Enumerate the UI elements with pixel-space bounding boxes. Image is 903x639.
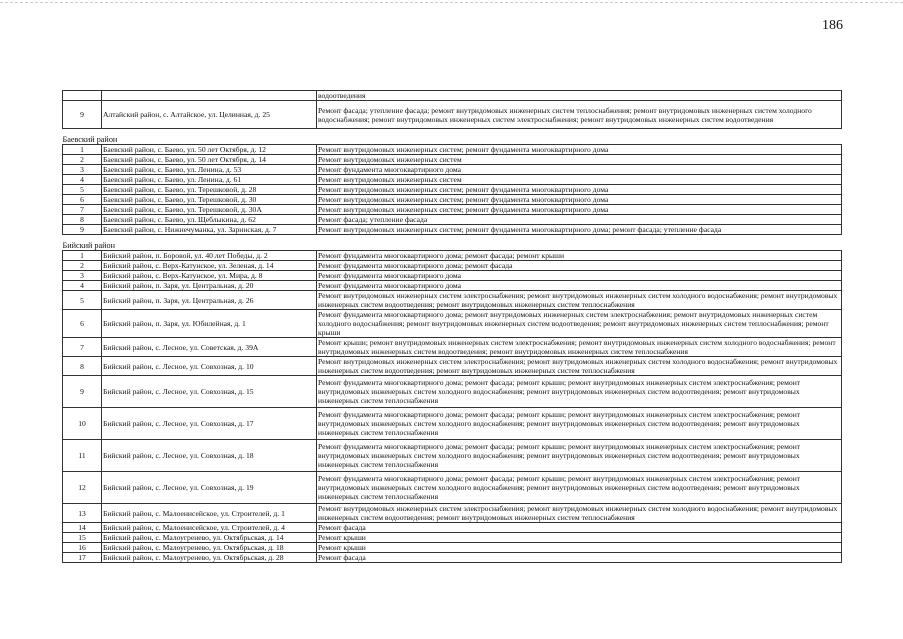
repair-works: Ремонт фундамента многоквартирного дома; ремонт фасада; ремонт крыши; ремонт внутридомовых инженерных систем электроснабжения; ремонт внутридомовых инженерных систем холодного водоснабжения; ремонт внутридомовых инженерных систем водоотведения; ремонт внутридомовых инженерных систем теплоснабжения <box>317 472 842 504</box>
row-number: 3 <box>63 165 102 175</box>
table-row <box>63 175 842 185</box>
continued-row <box>63 91 842 101</box>
row-number: 3 <box>63 271 102 281</box>
table-row <box>63 185 842 195</box>
repair-works: Ремонт фасада; утепление фасада; ремонт внутридомовых инженерных систем теплоснабжения; ремонт внутридомовых инженерных систем холодного водоснабжения; ремонт внутридомовых инженерных систем электроснабжения; ремонт внутридомовых инженерных систем водоотведения <box>317 101 842 129</box>
table-row <box>63 338 842 357</box>
house-address: Бийский район, с. Малоугренево, ул. Октябрьская, д. 14 <box>102 533 317 543</box>
house-address: Бийский район, с. Лесное, ул. Совхозная, д. 17 <box>102 408 317 440</box>
repair-works: Ремонт фундамента многоквартирного дома <box>317 281 842 291</box>
house-address <box>102 91 317 101</box>
house-address: Бийский район, с. Лесное, ул. Совхозная, д. 19 <box>102 472 317 504</box>
house-address: Баевский район, с. Баево, ул. 50 лет Октября, д. 12 <box>102 145 317 155</box>
house-address: Бийский район, с. Верх-Катунское, ул. Мира, д. 8 <box>102 271 317 281</box>
row-number: 2 <box>63 261 102 271</box>
table-row <box>63 553 842 563</box>
house-address: Баевский район, с. Баево, ул. Ленина, д. 53 <box>102 165 317 175</box>
table-row <box>63 195 842 205</box>
repair-works: Ремонт фундамента многоквартирного дома; ремонт фасада <box>317 261 842 271</box>
district-section-header <box>63 129 842 145</box>
table-row <box>63 225 842 235</box>
house-address: Баевский район, с. Баево, ул. Терешковой, д. 28 <box>102 185 317 195</box>
row-number: 15 <box>63 533 102 543</box>
table-row <box>63 281 842 291</box>
table-row <box>63 155 842 165</box>
repair-works: Ремонт внутридомовых инженерных систем; ремонт фундамента многоквартирного дома <box>317 145 842 155</box>
house-address: Баевский район, с. Баево, ул. 50 лет Октября, д. 14 <box>102 155 317 165</box>
table-row <box>63 205 842 215</box>
house-address: Бийский район, с. Лесное, ул. Совхозная, д. 10 <box>102 357 317 376</box>
house-address: Бийский район, п. Заря, ул. Юбилейная, д. 1 <box>102 310 317 338</box>
row-number: 1 <box>63 145 102 155</box>
table-row <box>63 261 842 271</box>
table-row <box>63 408 842 440</box>
repair-works: Ремонт внутридомовых инженерных систем электроснабжения; ремонт внутридомовых инженерных систем холодного водоснабжения; ремонт внутридомовых инженерных систем водоотведения; ремонт внутридомовых инженерных систем теплоснабжения <box>317 504 842 523</box>
repair-works: Ремонт внутридомовых инженерных систем; ремонт фундамента многоквартирного дома <box>317 205 842 215</box>
row-number: 8 <box>63 357 102 376</box>
row-number: 6 <box>63 310 102 338</box>
row-number: 11 <box>63 440 102 472</box>
house-address: Баевский район, с. Баево, ул. Терешковой, д. 30А <box>102 205 317 215</box>
table-row <box>63 271 842 281</box>
page-number: 186 <box>822 18 843 33</box>
row-number: 7 <box>63 338 102 357</box>
house-address: Бийский район, с. Лесное, ул. Совхозная, д. 15 <box>102 376 317 408</box>
row-number: 8 <box>63 215 102 225</box>
repair-program-table <box>62 90 842 563</box>
repair-works: Ремонт фасада <box>317 523 842 533</box>
house-address: Бийский район, с. Малоугренево, ул. Октябрьская, д. 28 <box>102 553 317 563</box>
table-row <box>63 357 842 376</box>
district-name: Бийский район <box>63 235 842 251</box>
repair-works: Ремонт внутридомовых инженерных систем <box>317 175 842 185</box>
district-name: Баевский район <box>63 129 842 145</box>
repair-works: Ремонт внутридомовых инженерных систем электроснабжения; ремонт внутридомовых инженерных систем холодного водоснабжения; ремонт внутридомовых инженерных систем водоотведения; ремонт внутридомовых инженерных систем теплоснабжения <box>317 291 842 310</box>
house-address: Бийский район, с. Малоенисейское, ул. Строителей, д. 1 <box>102 504 317 523</box>
scan-edge-line <box>0 2 903 3</box>
row-number: 12 <box>63 472 102 504</box>
table-row <box>63 472 842 504</box>
house-address: Бийский район, п. Заря, ул. Центральная, д. 20 <box>102 281 317 291</box>
table-row <box>63 251 842 261</box>
district-section-header <box>63 235 842 251</box>
table-row <box>63 440 842 472</box>
row-number: 6 <box>63 195 102 205</box>
table-row <box>63 504 842 523</box>
row-number: 17 <box>63 553 102 563</box>
row-number: 16 <box>63 543 102 553</box>
table-row <box>63 291 842 310</box>
repair-works: Ремонт фундамента многоквартирного дома; ремонт фасада; ремонт крыши; ремонт внутридомовых инженерных систем электроснабжения; ремонт внутридомовых инженерных систем холодного водоснабжения; ремонт внутридомовых инженерных систем водоотведения; ремонт внутридомовых инженерных систем теплоснабжения <box>317 376 842 408</box>
repair-works: Ремонт фундамента многоквартирного дома; ремонт фасада; ремонт крыши <box>317 251 842 261</box>
table-row <box>63 523 842 533</box>
row-number: 9 <box>63 101 102 129</box>
repair-works: Ремонт внутридомовых инженерных систем; ремонт фундамента многоквартирного дома <box>317 195 842 205</box>
repair-works: водоотведения <box>317 91 842 101</box>
house-address: Баевский район, с. Баево, ул. Терешковой, д. 30 <box>102 195 317 205</box>
row-number: 9 <box>63 225 102 235</box>
table-row <box>63 101 842 129</box>
house-address: Бийский район, п. Боровой, ул. 40 лет Победы, д. 2 <box>102 251 317 261</box>
table-row <box>63 533 842 543</box>
row-number: 2 <box>63 155 102 165</box>
house-address: Бийский район, с. Верх-Катунское, ул. Зеленая, д. 14 <box>102 261 317 271</box>
repair-works: Ремонт внутридомовых инженерных систем <box>317 155 842 165</box>
table-row <box>63 376 842 408</box>
row-number: 4 <box>63 281 102 291</box>
repair-works: Ремонт фасада; утепление фасада <box>317 215 842 225</box>
repair-works: Ремонт фундамента многоквартирного дома <box>317 271 842 281</box>
table-row <box>63 310 842 338</box>
house-address: Бийский район, с. Малоугренево, ул. Октябрьская, д. 18 <box>102 543 317 553</box>
row-number: 14 <box>63 523 102 533</box>
house-address: Бийский район, с. Лесное, ул. Советская, д. 39А <box>102 338 317 357</box>
row-number: 13 <box>63 504 102 523</box>
table-row <box>63 543 842 553</box>
house-address: Бийский район, п. Заря, ул. Центральная, д. 26 <box>102 291 317 310</box>
house-address: Бийский район, с. Малоенисейское, ул. Строителей, д. 4 <box>102 523 317 533</box>
repair-works: Ремонт фундамента многоквартирного дома; ремонт фасада; ремонт крыши; ремонт внутридомовых инженерных систем электроснабжения; ремонт внутридомовых инженерных систем холодного водоснабжения; ремонт внутридомовых инженерных систем водоотведения; ремонт внутридомовых инженерных систем теплоснабжения <box>317 408 842 440</box>
repair-works: Ремонт фундамента многоквартирного дома <box>317 165 842 175</box>
repair-works: Ремонт внутридомовых инженерных систем; ремонт фундамента многоквартирного дома <box>317 185 842 195</box>
repair-works: Ремонт фундамента многоквартирного дома; ремонт фасада; ремонт крыши; ремонт внутридомовых инженерных систем электроснабжения; ремонт внутридомовых инженерных систем холодного водоснабжения; ремонт внутридомовых инженерных систем водоотведения; ремонт внутридомовых инженерных систем теплоснабжения <box>317 440 842 472</box>
house-address: Алтайский район, с. Алтайское, ул. Целинная, д. 25 <box>102 101 317 129</box>
table-row <box>63 165 842 175</box>
repair-works: Ремонт фундамента многоквартирного дома; ремонт внутридомовых инженерных систем электроснабжения; ремонт внутридомовых инженерных систем холодного водоснабжения; ремонт внутридомовых инженерных систем водоотведения; ремонт внутридомовых инженерных систем теплоснабжения; ремонт крыши <box>317 310 842 338</box>
repair-works: Ремонт крыши <box>317 543 842 553</box>
repair-works: Ремонт внутридомовых инженерных систем электроснабжения; ремонт внутридомовых инженерных систем холодного водоснабжения; ремонт внутридомовых инженерных систем водоотведения; ремонт внутридомовых инженерных систем теплоснабжения <box>317 357 842 376</box>
row-number: 10 <box>63 408 102 440</box>
repair-works: Ремонт крыши <box>317 533 842 543</box>
row-number: 4 <box>63 175 102 185</box>
repair-works: Ремонт крыши; ремонт внутридомовых инженерных систем электроснабжения; ремонт внутридомовых инженерных систем холодного водоснабжения; ремонт внутридомовых инженерных систем водоотведения; ремонт внутридомовых инженерных систем теплоснабжения <box>317 338 842 357</box>
house-address: Баевский район, с. Баево, ул. Ленина, д. 61 <box>102 175 317 185</box>
row-number: 1 <box>63 251 102 261</box>
table-row <box>63 215 842 225</box>
row-number <box>63 91 102 101</box>
house-address: Баевский район, с. Баево, ул. Щеблыкина, д. 62 <box>102 215 317 225</box>
repair-works: Ремонт фасада <box>317 553 842 563</box>
row-number: 7 <box>63 205 102 215</box>
house-address: Баевский район, с. Нижнечуманка, ул. Заринская, д. 7 <box>102 225 317 235</box>
house-address: Бийский район, с. Лесное, ул. Совхозная, д. 18 <box>102 440 317 472</box>
repair-works: Ремонт внутридомовых инженерных систем; ремонт фундамента многоквартирного дома; ремонт фасада; утепление фасада <box>317 225 842 235</box>
row-number: 5 <box>63 185 102 195</box>
row-number: 9 <box>63 376 102 408</box>
table-row <box>63 145 842 155</box>
row-number: 5 <box>63 291 102 310</box>
